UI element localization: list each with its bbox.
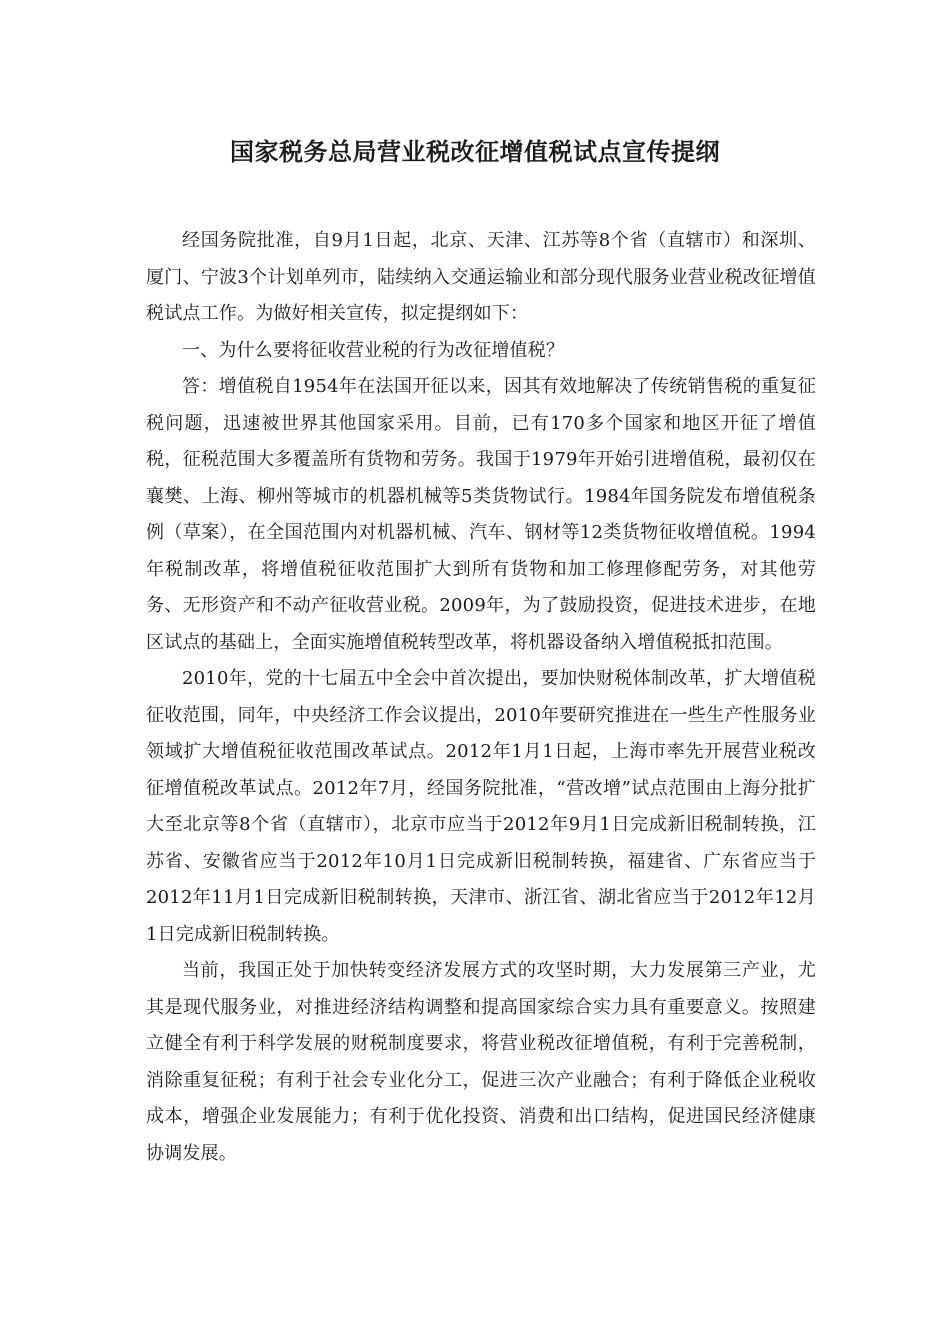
document-title: 国家税务总局营业税改征增值税试点宣传提纲	[230, 137, 720, 166]
paragraph-reform-timeline: 2010年，党的十七届五中全会中首次提出，要加快财税体制改革，扩大增值税征收范围，同年，中央经济工作会议提出，2010年要研究推进在一些生产性服务业领域扩大增值税征收范围改革试点。2012年1月1日起，上海市率先开展营业税改征增值税改革试点。2012年7月，经国务院批准，“营改增”试点范围由上海分批扩大至北京等8个省（直辖市），北京市应当于2012年9月1日完成新旧税制转换，江苏省、安徽省应当于2012年10月1日完成新旧税制转换，福建省、广东省应当于2012年11月1日完成新旧税制转换，天津市、浙江省、湖北省应当于2012年12月1日完成新旧税制转换。	[146, 668, 816, 945]
document-body	[146, 223, 816, 1172]
paragraph-question-1: 一、为什么要将征收营业税的行为改征增值税？	[182, 339, 565, 361]
paragraph-significance: 当前，我国正处于加快转变经济发展方式的攻坚时期，大力发展第三产业，尤其是现代服务业，对推进经济结构调整和提高国家综合实力具有重要意义。按照建立健全有利于科学发展的财税制度要求，将营业税改征增值税，有利于完善税制，消除重复征税；有利于社会专业化分工，促进三次产业融合；有利于降低企业税收成本，增强企业发展能力；有利于优化投资、消费和出口结构，促进国民经济健康协调发展。	[146, 960, 816, 1164]
paragraph-intro: 经国务院批准，自9月1日起，北京、天津、江苏等8个省（直辖市）和深圳、厦门、宁波3个计划单列市，陆续纳入交通运输业和部分现代服务业营业税改征增值税试点工作。为做好相关宣传，拟定提纲如下：	[146, 230, 816, 324]
paragraph-answer-history: 答：增值税自1954年在法国开征以来，因其有效地解决了传统销售税的重复征税问题，迅速被世界其他国家采用。目前，已有170多个国家和地区开征了增值税，征税范围大多覆盖所有货物和劳务。我国于1979年开始引进增值税，最初仅在襄樊、上海、柳州等城市的机器机械等5类货物试行。1984年国务院发布增值税条例（草案），在全国范围内对机器机械、汽车、钢材等12类货物征收增值税。1994年税制改革，将增值税征收范围扩大到所有货物和加工修理修配劳务，对其他劳务、无形资产和不动产征收营业税。2009年，为了鼓励投资，促进技术进步，在地区试点的基础上，全面实施增值税转型改革，将机器设备纳入增值税抵扣范围。	[146, 376, 816, 653]
